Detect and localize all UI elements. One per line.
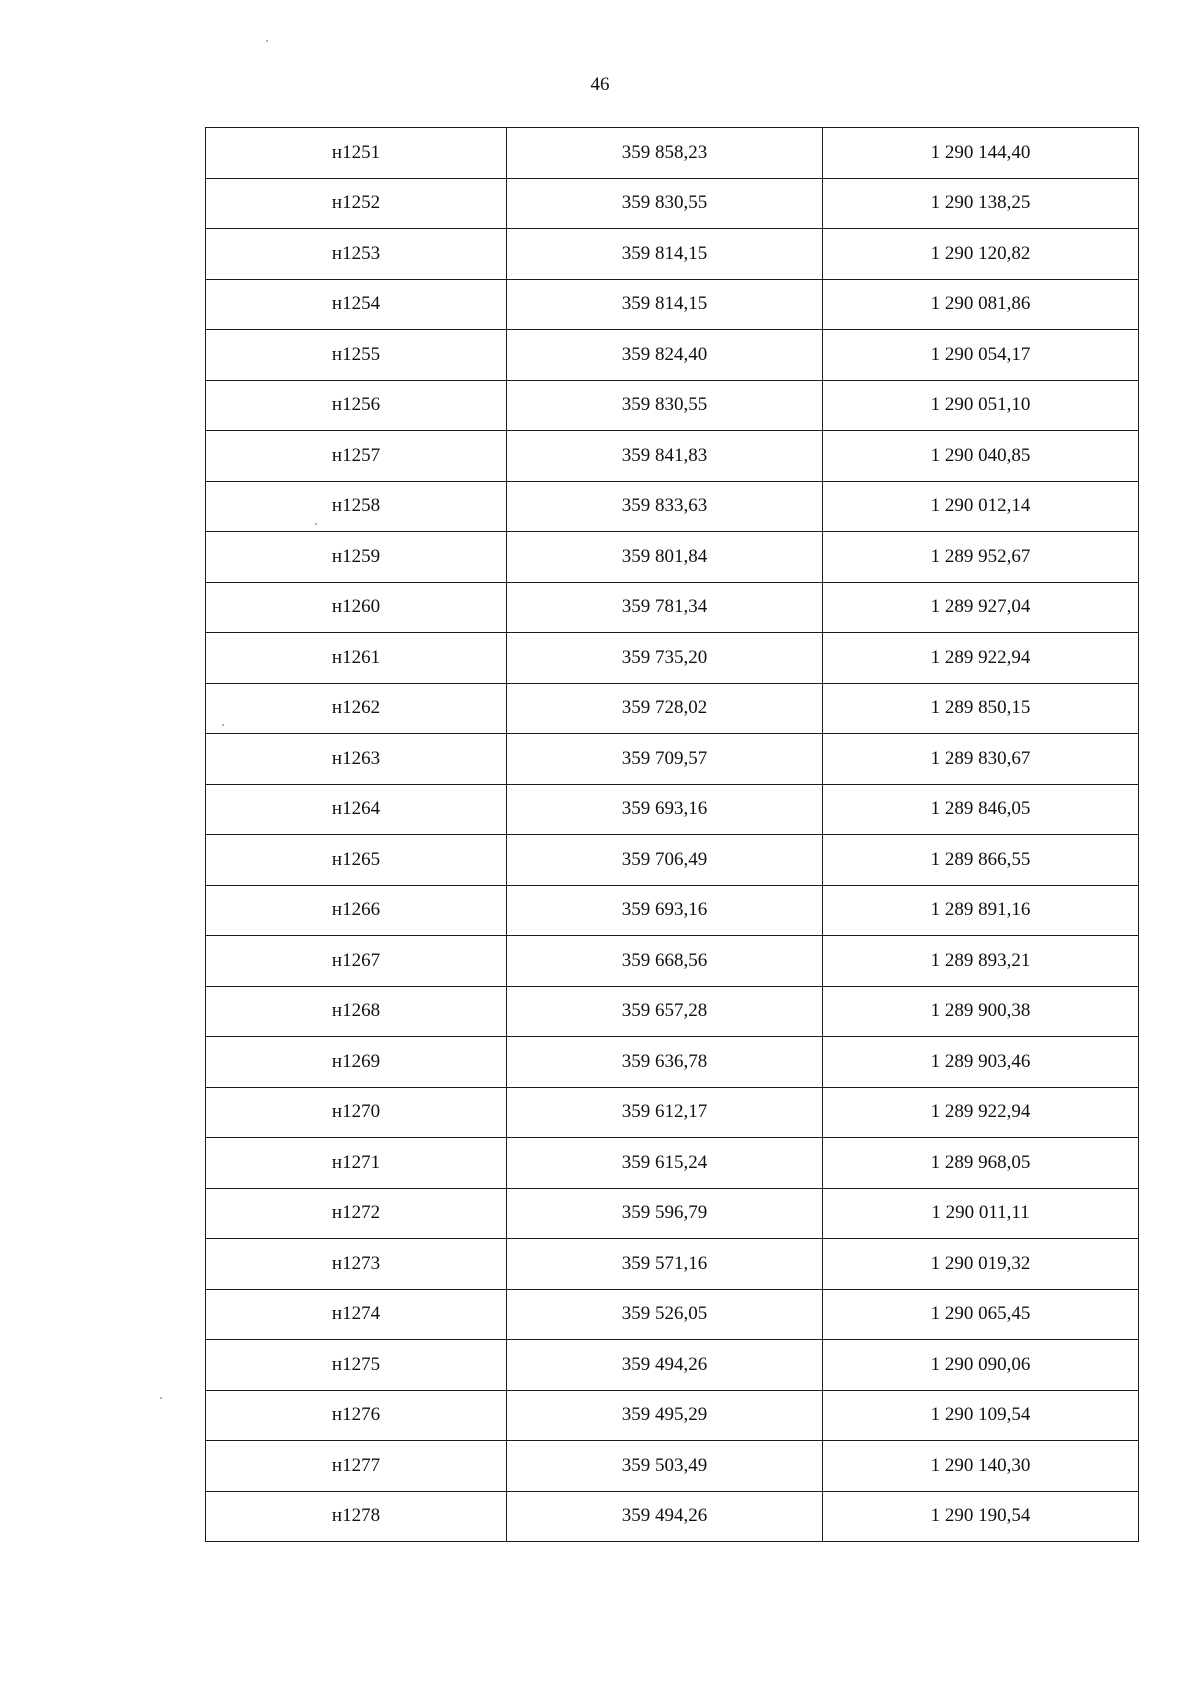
table-cell-x-coordinate: 359 615,24 [507, 1138, 823, 1189]
table-row [206, 1188, 1139, 1239]
table-cell-point-id: н1253 [206, 229, 507, 280]
table-cell-x-coordinate: 359 814,15 [507, 229, 823, 280]
table-row [206, 532, 1139, 583]
table-cell-point-id: н1262 [206, 683, 507, 734]
table-cell-point-id: н1267 [206, 936, 507, 987]
table-cell-y-coordinate: 1 289 952,67 [823, 532, 1139, 583]
table-cell-y-coordinate: 1 289 846,05 [823, 784, 1139, 835]
table-cell-y-coordinate: 1 290 051,10 [823, 380, 1139, 431]
table-row [206, 431, 1139, 482]
table-cell-y-coordinate: 1 290 190,54 [823, 1491, 1139, 1542]
table-cell-y-coordinate: 1 290 138,25 [823, 178, 1139, 229]
table-cell-y-coordinate: 1 289 850,15 [823, 683, 1139, 734]
scan-speck [222, 724, 224, 726]
table-cell-y-coordinate: 1 289 866,55 [823, 835, 1139, 886]
table-row [206, 279, 1139, 330]
table-cell-y-coordinate: 1 289 900,38 [823, 986, 1139, 1037]
table-cell-y-coordinate: 1 290 040,85 [823, 431, 1139, 482]
table-cell-x-coordinate: 359 596,79 [507, 1188, 823, 1239]
table-row [206, 1087, 1139, 1138]
table-cell-x-coordinate: 359 495,29 [507, 1390, 823, 1441]
table-cell-x-coordinate: 359 858,23 [507, 128, 823, 179]
table-row [206, 885, 1139, 936]
table-cell-point-id: н1274 [206, 1289, 507, 1340]
table-cell-y-coordinate: 1 290 012,14 [823, 481, 1139, 532]
table-row [206, 1138, 1139, 1189]
table-cell-x-coordinate: 359 814,15 [507, 279, 823, 330]
table-cell-y-coordinate: 1 289 903,46 [823, 1037, 1139, 1088]
table-cell-y-coordinate: 1 289 893,21 [823, 936, 1139, 987]
table-row [206, 784, 1139, 835]
table-row [206, 1289, 1139, 1340]
table-cell-y-coordinate: 1 289 922,94 [823, 1087, 1139, 1138]
table-cell-x-coordinate: 359 801,84 [507, 532, 823, 583]
table-cell-y-coordinate: 1 289 968,05 [823, 1138, 1139, 1189]
table-cell-point-id: н1251 [206, 128, 507, 179]
table-cell-point-id: н1269 [206, 1037, 507, 1088]
table-cell-x-coordinate: 359 693,16 [507, 885, 823, 936]
table-row [206, 835, 1139, 886]
table-cell-point-id: н1255 [206, 330, 507, 381]
table-cell-point-id: н1272 [206, 1188, 507, 1239]
table-row [206, 330, 1139, 381]
table-cell-y-coordinate: 1 290 081,86 [823, 279, 1139, 330]
table-cell-x-coordinate: 359 830,55 [507, 178, 823, 229]
table-cell-point-id: н1260 [206, 582, 507, 633]
table-row [206, 582, 1139, 633]
table-cell-point-id: н1270 [206, 1087, 507, 1138]
table-cell-point-id: н1254 [206, 279, 507, 330]
scan-speck [160, 1397, 162, 1399]
table-cell-x-coordinate: 359 728,02 [507, 683, 823, 734]
coordinates-table [205, 127, 1139, 1542]
table-cell-point-id: н1278 [206, 1491, 507, 1542]
table-cell-x-coordinate: 359 706,49 [507, 835, 823, 886]
table-row [206, 633, 1139, 684]
table-cell-x-coordinate: 359 494,26 [507, 1340, 823, 1391]
table-cell-point-id: н1276 [206, 1390, 507, 1441]
table-cell-x-coordinate: 359 503,49 [507, 1441, 823, 1492]
table-cell-point-id: н1275 [206, 1340, 507, 1391]
scan-speck [266, 40, 268, 42]
table-cell-point-id: н1257 [206, 431, 507, 482]
table-cell-y-coordinate: 1 289 891,16 [823, 885, 1139, 936]
table-cell-x-coordinate: 359 636,78 [507, 1037, 823, 1088]
table-cell-x-coordinate: 359 833,63 [507, 481, 823, 532]
table-cell-point-id: н1268 [206, 986, 507, 1037]
table-row [206, 229, 1139, 280]
page-number: 46 [590, 74, 610, 95]
table-row [206, 683, 1139, 734]
table-cell-point-id: н1265 [206, 835, 507, 886]
table-row [206, 986, 1139, 1037]
table-cell-point-id: н1259 [206, 532, 507, 583]
table-row [206, 1441, 1139, 1492]
table-cell-x-coordinate: 359 668,56 [507, 936, 823, 987]
table-cell-point-id: н1271 [206, 1138, 507, 1189]
table-cell-y-coordinate: 1 290 090,06 [823, 1340, 1139, 1391]
table-row [206, 1491, 1139, 1542]
table-cell-x-coordinate: 359 735,20 [507, 633, 823, 684]
table-cell-y-coordinate: 1 290 120,82 [823, 229, 1139, 280]
table-cell-x-coordinate: 359 841,83 [507, 431, 823, 482]
table-cell-x-coordinate: 359 709,57 [507, 734, 823, 785]
table-cell-x-coordinate: 359 824,40 [507, 330, 823, 381]
table-cell-point-id: н1273 [206, 1239, 507, 1290]
table-cell-y-coordinate: 1 290 140,30 [823, 1441, 1139, 1492]
table-row [206, 1390, 1139, 1441]
table-cell-y-coordinate: 1 290 144,40 [823, 128, 1139, 179]
table-row [206, 1239, 1139, 1290]
table-cell-point-id: н1256 [206, 380, 507, 431]
coordinates-table-body [206, 128, 1139, 1542]
table-cell-y-coordinate: 1 290 054,17 [823, 330, 1139, 381]
table-cell-x-coordinate: 359 693,16 [507, 784, 823, 835]
table-cell-point-id: н1277 [206, 1441, 507, 1492]
table-row [206, 1340, 1139, 1391]
table-cell-point-id: н1263 [206, 734, 507, 785]
table-cell-y-coordinate: 1 290 065,45 [823, 1289, 1139, 1340]
table-cell-point-id: н1258 [206, 481, 507, 532]
table-row [206, 734, 1139, 785]
table-cell-point-id: н1264 [206, 784, 507, 835]
table-row [206, 936, 1139, 987]
table-cell-y-coordinate: 1 289 927,04 [823, 582, 1139, 633]
table-cell-y-coordinate: 1 289 830,67 [823, 734, 1139, 785]
table-cell-y-coordinate: 1 289 922,94 [823, 633, 1139, 684]
table-cell-y-coordinate: 1 290 011,11 [823, 1188, 1139, 1239]
table-row [206, 178, 1139, 229]
table-cell-y-coordinate: 1 290 109,54 [823, 1390, 1139, 1441]
table-cell-point-id: н1266 [206, 885, 507, 936]
table-cell-x-coordinate: 359 657,28 [507, 986, 823, 1037]
table-row [206, 380, 1139, 431]
table-cell-x-coordinate: 359 612,17 [507, 1087, 823, 1138]
table-row [206, 481, 1139, 532]
table-cell-y-coordinate: 1 290 019,32 [823, 1239, 1139, 1290]
table-cell-x-coordinate: 359 494,26 [507, 1491, 823, 1542]
scan-speck [315, 523, 317, 525]
table-cell-x-coordinate: 359 830,55 [507, 380, 823, 431]
table-row [206, 1037, 1139, 1088]
table-cell-x-coordinate: 359 526,05 [507, 1289, 823, 1340]
table-cell-x-coordinate: 359 781,34 [507, 582, 823, 633]
table-cell-point-id: н1252 [206, 178, 507, 229]
table-cell-point-id: н1261 [206, 633, 507, 684]
table-cell-x-coordinate: 359 571,16 [507, 1239, 823, 1290]
table-row [206, 128, 1139, 179]
